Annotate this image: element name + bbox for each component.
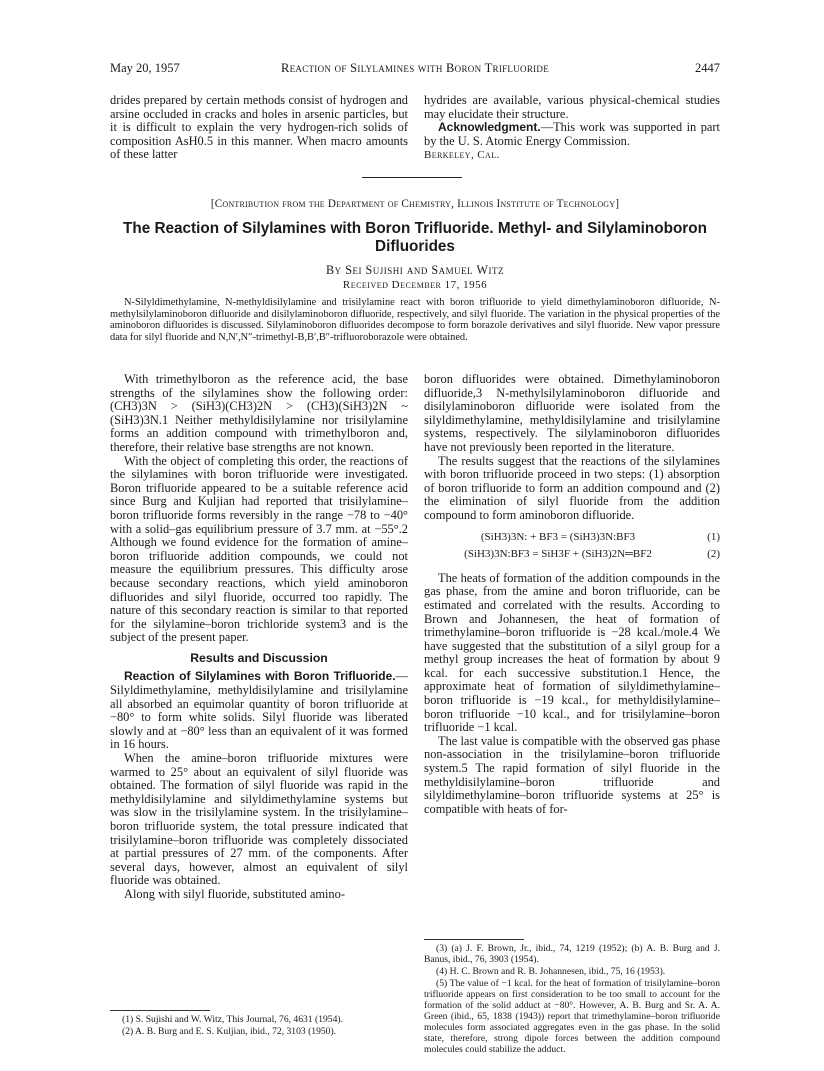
footnote-3: (3) (a) J. F. Brown, Jr., ibid., 74, 1219 (1952); (b) A. B. Burg and J. Banus, ibid., 76, 3903 (1954). — [424, 943, 720, 965]
section-heading-results: Results and Discussion — [190, 650, 328, 665]
equation-1-number: (1) — [707, 530, 720, 543]
footnote-rule-right — [424, 939, 524, 940]
header-date: May 20, 1957 — [110, 61, 180, 75]
right-paragraph-4: The last value is compatible with the observed gas phase non-association in the trisilylamine–boron trifluoride system.5 The rapid formation of silyl fluoride in the methyldisilylamine–boron trifluoride and silyldimethylamine–boron trifluoride systems at 25° is compatible with heats of for- — [424, 733, 720, 816]
header-running-title: Reaction of Silylamines with Boron Trifluoride — [280, 61, 550, 75]
received-date: Received December 17, 1956 — [342, 279, 488, 291]
footnote-4: (4) H. C. Brown and R. B. Johannesen, ibid., 75, 16 (1953). — [436, 966, 666, 977]
intro-paragraph-2: With the object of completing this order, the reactions of the silylamines with boron trifluoride were investigated. Boron trifluoride appeared to be a suitable reference acid since Burg and Kuljian had reported that trisilylamine–boron trifluoride forms reversibly in the range −78 to −40° with a solid–gas equilibrium pressure of 3.7 mm. at −55°.2 Although we found evidence for the formation of amine–boron trifluoride addition compounds, we could not measure the equilibrium pressures. This difficulty arose because secondary reactions, which yield aminoboron difluorides and silyl fluoride, occurred too rapidly. The nature of this secondary reaction is similar to that reported for the silylamine–boron trichloride system3 and is the subject of the present paper. — [110, 453, 408, 645]
equation-2-body: (SiH3)3N:BF3 = SiH3F + (SiH3)2N═BF2 — [464, 548, 652, 561]
equation-block — [424, 531, 720, 562]
article-abstract — [110, 297, 720, 343]
article-byline: By Sei Sujishi and Samuel Witz — [326, 263, 504, 277]
acknowledgment-paragraph — [424, 121, 720, 148]
subsection-text: —Silyldimethylamine, methyldisilylamine and trisilylamine all absorbed an equimolar quantity of boron trifluoride at −80° to form white solids. Silyl fluoride was liberated slowly and at −80° less than an equivalent of it was formed in 16 hours. — [110, 669, 408, 752]
right-paragraph-3: The heats of formation of the addition compounds in the gas phase, from the amine and boron trifluoride, can be estimated and correlated with the results. According to Brown and Johannesen, the heat of formation of trimethylamine–boron trifluoride is −28 kcal./mole.4 We have suggested that the substitution of a silyl group for a methyl group increases the heat of formation by about 9 kcal. for each successive substitution.1 Hence, the approximate heat of formation of silyldimethylamine–boron trifluoride is −19 kcal., for methyldisilylamine–boron trifluoride −10 kcal., and for trisilylamine–boron trifluoride −1 kcal. — [424, 570, 720, 735]
results-paragraph-2: When the amine–boron trifluoride mixtures were warmed to 25° about an equivalent of silyl fluoride was obtained. The formation of silyl fluoride was rapid in the methyldisilylamine and silyldimethylamine systems but was slow in the trisilylamine system. In the trisilylamine–boron trifluoride system, the total pressure indicated that trisilylamine–boron trifluoride was completely dissociated at partial pressures of 27 mm. of the components. After several days, however, almost an equivalent of silyl fluoride was obtained. — [110, 751, 408, 888]
results-paragraph-3: Along with silyl fluoride, substituted amino- — [124, 886, 345, 901]
equation-1 — [424, 531, 720, 545]
results-paragraph-1 — [110, 670, 408, 752]
acknowledgment-label: Acknowledgment. — [438, 120, 541, 135]
footnote-rule-left — [110, 1010, 210, 1011]
right-paragraph-1: boron difluorides were obtained. Dimethylaminoboron difluoride,3 N-methylsilylaminoboron difluoride and disilylaminoboron difluoride were isolated from the silyldimethylamine, methyldisilylamine and trisilylamine systems, respectively. The silylaminoboron difluorides have not previously been reported in the literature. — [424, 372, 720, 454]
page-header — [110, 61, 720, 79]
abstract-text: N-Silyldimethylamine, N-methyldisilylamine and trisilylamine react with boron trifluoride to yield dimethylaminoboron difluoride, N-methylsilylaminoboron difluoride and disilylaminoboron difluoride, respectively, and silyl fluoride. The variation in the physical properties of the aminoboron difluorides is discussed. Silylaminoboron difluorides decompose to form borazole derivatives and silyl fluoride. New vapor pressure data for silyl fluoride and N,N′,N″-trimethyl-B,B′,B″-trifluoroborazole were obtained. — [110, 297, 720, 343]
acknowledgment-text: —This work was supported in part by the U. S. Atomic Energy Commission. — [424, 120, 720, 148]
equation-1-body: (SiH3)3N: + BF3 = (SiH3)3N:BF3 — [480, 530, 636, 543]
intro-paragraph-1: With trimethylboron as the reference acid, the base strengths of the silylamines show the following order: (CH3)3N > (SiH3)(CH3)2N > (CH3)(SiH3)2N ~ (SiH3)3N.1 Neither methyldisilylamine nor trisilylamine forms an addition compound with trimethylboron and, therefore, their relative base strengths are not known. — [110, 372, 408, 454]
equation-2-number: (2) — [707, 548, 720, 561]
footnote-2: (2) A. B. Burg and E. S. Kuljian, ibid., 72, 3103 (1950). — [122, 1026, 337, 1037]
prev-article-place: Berkeley, Cal. — [424, 149, 500, 162]
main-left-column — [110, 373, 408, 902]
article-separator-rule — [362, 177, 462, 178]
footnote-5: (5) The value of −1 kcal. for the heat of formation of trisilylamine–boron trifluoride appears on first consideration to be too small to account for the formation of the solid adduct at −80°. However, A. B. Burg and Sr. A. A. Green (ibid., 65, 1838 (1943)) report that trimethylamine–boron trifluoride molecules form associated aggregates even in the gas phase. In the solid state, therefore, strong dipole forces between the addition compound molecules could stabilize the adduct. — [424, 978, 720, 1055]
equation-2 — [424, 548, 720, 562]
article-title: The Reaction of Silylamines with Boron Trifluoride. Methyl- and Silylaminoboron Difluorides — [123, 220, 707, 255]
contribution-line: [Contribution from the Department of Chemistry, Illinois Institute of Technology] — [210, 198, 620, 210]
footnote-1: (1) S. Sujishi and W. Witz, This Journal, 76, 4631 (1954). — [122, 1014, 343, 1025]
prev-article-text-right: hydrides are available, various physical-chemical studies may elucidate their structure. — [424, 93, 720, 121]
footnotes-right — [424, 943, 720, 1056]
subsection-heading: Reaction of Silylamines with Boron Trifluoride. — [124, 669, 396, 684]
footnotes-left — [110, 1014, 408, 1038]
prev-article-left-column — [110, 94, 408, 162]
right-paragraph-2: The results suggest that the reactions of the silylamines with boron trifluoride proceed in two steps: (1) absorption of boron trifluoride to form an addition compound and (2) the elimination of silyl fluoride from the addition compound to form aminoboron difluoride. — [424, 453, 720, 522]
main-right-column — [424, 373, 720, 816]
prev-article-text-left: drides prepared by certain methods consist of hydrogen and arsine occluded in cracks and holes in arsenic particles, but it is difficult to explain the very hydrogen-rich solids of composition AsH0.5 in this manner. When macro amounts of these latter — [110, 93, 408, 162]
header-page-number: 2447 — [695, 61, 720, 75]
prev-article-right-column — [424, 94, 720, 163]
